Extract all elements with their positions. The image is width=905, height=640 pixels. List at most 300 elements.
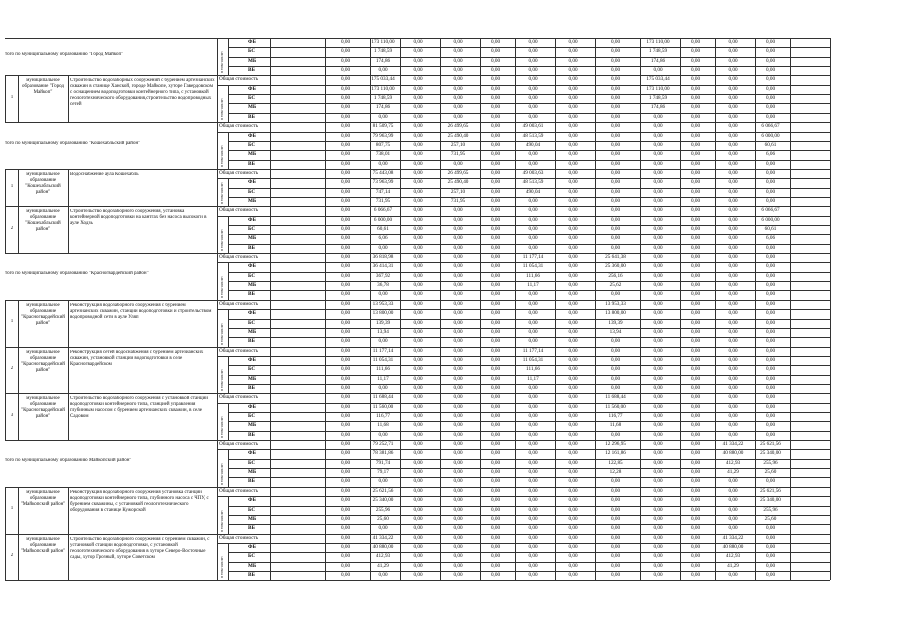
- value-cell: 0,00: [568, 85, 578, 92]
- column-divider: [68, 393, 69, 440]
- value-cell: 0,00: [340, 459, 351, 466]
- column-divider: [480, 38, 481, 75]
- value-cell: 0,00: [728, 478, 738, 485]
- total-value-cell: 0,00: [610, 207, 621, 214]
- value-cell: 0,00: [413, 282, 423, 289]
- value-cell: 731,95: [375, 197, 391, 204]
- value-cell: 0,00: [610, 356, 621, 363]
- column-divider: [440, 169, 441, 206]
- column-divider: [790, 75, 791, 122]
- value-cell: 25 360,00: [605, 263, 626, 270]
- column-divider: [830, 38, 831, 75]
- value-cell: 0,00: [610, 375, 621, 382]
- value-cell: 0,00: [413, 506, 423, 513]
- column-divider: [400, 206, 401, 253]
- value-cell: 0,00: [610, 216, 621, 223]
- value-cell: 0,00: [653, 478, 663, 485]
- value-cell: 0,00: [653, 235, 663, 242]
- value-cell: 0,00: [413, 515, 423, 522]
- column-divider: [440, 38, 441, 75]
- value-cell: 6,06: [378, 235, 388, 242]
- total-value-cell: 13 953,33: [372, 300, 394, 307]
- column-divider: [830, 253, 831, 300]
- column-divider: [440, 347, 441, 394]
- total-value-cell: 0,00: [453, 300, 463, 307]
- value-cell: 0,00: [568, 553, 578, 560]
- value-cell: 0,00: [413, 151, 423, 158]
- value-cell: 0,00: [610, 113, 621, 120]
- funding-source-code: БС: [248, 553, 256, 560]
- funding-source-code: БС: [248, 226, 256, 232]
- column-divider: [68, 487, 69, 534]
- total-value-cell: 0,00: [490, 487, 501, 494]
- value-cell: 0,00: [568, 422, 578, 429]
- value-cell: 0,00: [413, 310, 423, 317]
- column-divider: [640, 75, 641, 122]
- total-value-cell: 0,00: [453, 254, 463, 261]
- value-cell: 0,00: [340, 450, 351, 457]
- value-cell: 0,00: [728, 375, 738, 382]
- value-cell: 0,00: [528, 216, 538, 223]
- value-cell: 0,00: [413, 188, 423, 195]
- value-cell: 0,00: [568, 310, 578, 317]
- value-cell: 0,00: [568, 450, 578, 457]
- column-divider: [400, 75, 401, 122]
- value-cell: 412,93: [375, 553, 391, 560]
- value-cell: 0,00: [610, 571, 621, 578]
- column-divider: [270, 300, 271, 347]
- value-cell: 0,00: [765, 356, 776, 363]
- total-value-cell: 0,00: [765, 347, 776, 354]
- total-value-cell: 0,00: [728, 169, 738, 176]
- value-cell: 0,00: [610, 179, 621, 186]
- funding-source-code: БС: [248, 413, 256, 419]
- value-cell: 0,00: [653, 151, 663, 158]
- column-divider: [370, 440, 371, 487]
- value-cell: 0,00: [413, 356, 423, 363]
- item-number: 2: [10, 365, 14, 371]
- total-value-cell: 0,00: [490, 347, 501, 354]
- column-divider: [5, 534, 6, 581]
- value-cell: 0,00: [490, 459, 501, 466]
- value-cell: 0,00: [653, 515, 663, 522]
- value-cell: 0,00: [568, 291, 578, 298]
- value-cell: 11,68: [377, 422, 389, 429]
- value-cell: 0,00: [568, 431, 578, 438]
- value-cell: 0,00: [340, 67, 351, 74]
- value-cell: 0,00: [413, 497, 423, 504]
- value-cell: 0,00: [568, 39, 578, 45]
- value-cell: 0,00: [728, 366, 738, 373]
- column-divider: [370, 487, 371, 534]
- total-value-cell: 0,00: [653, 207, 663, 214]
- total-value-cell: 0,00: [413, 300, 423, 307]
- value-cell: 0,00: [528, 431, 538, 438]
- total-cost-label: Общая стоимость: [219, 207, 259, 214]
- column-divider: [755, 440, 756, 487]
- value-cell: 174,86: [650, 104, 666, 111]
- column-divider: [228, 178, 229, 206]
- project-description: Водоснабжение аула Кошехабль: [70, 171, 139, 177]
- column-divider: [830, 534, 831, 581]
- value-cell: 0,00: [340, 469, 351, 476]
- value-cell: 0,00: [568, 384, 578, 391]
- column-divider: [68, 347, 69, 394]
- value-cell: 0,00: [490, 310, 501, 317]
- column-divider: [640, 38, 641, 75]
- value-cell: 0,00: [653, 179, 663, 186]
- value-cell: 0,00: [690, 478, 701, 485]
- total-value-cell: 0,00: [653, 487, 663, 494]
- value-cell: 1 748,59: [373, 95, 393, 102]
- value-cell: 0,00: [453, 422, 463, 429]
- value-cell: 0,00: [728, 85, 738, 92]
- item-number: 1: [10, 183, 14, 189]
- column-divider: [325, 487, 326, 534]
- value-cell: 0,00: [340, 48, 351, 55]
- total-value-cell: 0,00: [413, 394, 423, 401]
- value-cell: 0,00: [568, 188, 578, 195]
- value-cell: 0,00: [653, 384, 663, 391]
- value-cell: 0,00: [568, 478, 578, 485]
- municipality-name: муниципальное образование "Город Майкоп": [22, 78, 64, 96]
- total-value-cell: 0,00: [340, 534, 351, 541]
- value-cell: 0,00: [653, 562, 663, 569]
- value-cell: 139,39: [608, 319, 623, 326]
- value-cell: 0,00: [610, 506, 621, 513]
- column-divider: [5, 347, 6, 394]
- value-cell: 255,96: [763, 506, 778, 513]
- column-divider: [440, 534, 441, 581]
- value-cell: 367,92: [375, 272, 391, 279]
- value-cell: 0,00: [340, 151, 351, 158]
- value-cell: 0,00: [568, 179, 578, 186]
- value-cell: 0,00: [610, 497, 621, 504]
- value-cell: 0,00: [453, 104, 463, 111]
- value-cell: 0,00: [690, 151, 701, 158]
- value-cell: 0,00: [610, 188, 621, 195]
- value-cell: 0,00: [413, 553, 423, 560]
- value-cell: 0,00: [690, 450, 701, 457]
- funding-source-code: БС: [248, 506, 256, 513]
- value-cell: 0,00: [765, 413, 776, 419]
- value-cell: 0,00: [765, 422, 776, 429]
- column-divider: [480, 75, 481, 122]
- value-cell: 0,00: [340, 291, 351, 298]
- column-divider: [325, 347, 326, 394]
- total-value-cell: 6 066,67: [761, 123, 780, 130]
- value-cell: 0,00: [453, 67, 463, 74]
- funding-source-code: ВБ: [248, 525, 255, 532]
- column-divider: [830, 487, 831, 534]
- column-divider: [595, 440, 596, 487]
- value-cell: 0,00: [653, 141, 663, 148]
- funding-source-code: ВБ: [248, 291, 255, 298]
- value-cell: 0,00: [378, 291, 388, 298]
- column-divider: [830, 440, 831, 487]
- value-cell: 0,00: [653, 310, 663, 317]
- total-value-cell: 0,00: [765, 169, 776, 176]
- value-cell: 0,00: [340, 356, 351, 363]
- value-cell: 13,94: [609, 328, 622, 335]
- value-cell: 0,00: [653, 356, 663, 363]
- column-divider: [5, 487, 6, 534]
- value-cell: 0,00: [453, 571, 463, 578]
- value-cell: 0,00: [653, 188, 663, 195]
- total-value-cell: 0,00: [453, 534, 463, 541]
- total-value-cell: 12 296,95: [605, 441, 626, 448]
- value-cell: 0,00: [340, 226, 351, 232]
- funding-source-code: МБ: [248, 282, 257, 289]
- funding-source-code: ВБ: [248, 160, 255, 167]
- value-cell: 0,00: [765, 179, 776, 186]
- value-cell: 0,00: [568, 469, 578, 476]
- value-cell: 0,00: [490, 291, 501, 298]
- value-cell: 0,00: [653, 571, 663, 578]
- value-cell: 0,00: [453, 506, 463, 513]
- total-value-cell: 0,00: [453, 207, 463, 214]
- column-divider: [640, 300, 641, 347]
- value-cell: 0,00: [765, 366, 776, 373]
- total-value-cell: 0,00: [453, 487, 463, 494]
- column-divider: [400, 122, 401, 169]
- value-cell: 0,00: [453, 319, 463, 326]
- value-cell: 0,00: [728, 571, 738, 578]
- value-cell: 6 000,00: [373, 216, 393, 223]
- value-cell: 11 054,31: [522, 263, 544, 270]
- column-divider: [640, 487, 641, 534]
- total-value-cell: 0,00: [413, 487, 423, 494]
- funding-source-code: БС: [248, 319, 256, 326]
- value-cell: 0,00: [690, 160, 701, 167]
- total-cost-label: Общая стоимость: [219, 123, 259, 130]
- value-cell: 12 161,86: [605, 450, 626, 457]
- column-divider: [555, 440, 556, 487]
- column-divider: [790, 253, 791, 300]
- total-value-cell: 36 818,98: [372, 254, 394, 261]
- value-cell: 0,00: [378, 244, 388, 251]
- value-cell: 0,00: [340, 384, 351, 391]
- funding-source-code: МБ: [248, 57, 257, 64]
- funding-source-code: МБ: [248, 562, 257, 569]
- column-divider: [440, 122, 441, 169]
- column-divider: [680, 347, 681, 394]
- value-cell: 0,00: [568, 244, 578, 251]
- value-cell: 116,77: [608, 413, 623, 419]
- total-value-cell: 25 641,38: [605, 254, 626, 261]
- value-cell: 0,00: [568, 216, 578, 223]
- total-value-cell: 175 033,44: [646, 76, 670, 83]
- funding-source-code: МБ: [248, 151, 257, 158]
- column-divider: [755, 253, 756, 300]
- value-cell: 0,00: [340, 413, 351, 419]
- value-cell: 0,00: [568, 571, 578, 578]
- total-value-cell: 0,00: [568, 487, 578, 494]
- value-cell: 0,00: [490, 571, 501, 578]
- column-divider: [217, 75, 218, 122]
- total-value-cell: 0,00: [490, 76, 501, 83]
- column-divider: [515, 487, 516, 534]
- value-cell: 0,00: [568, 57, 578, 64]
- value-cell: 0,00: [528, 459, 538, 466]
- value-cell: 0,00: [765, 48, 776, 55]
- value-cell: 0,00: [340, 197, 351, 204]
- column-divider: [480, 347, 481, 394]
- total-value-cell: 0,00: [653, 254, 663, 261]
- value-cell: 173 110,00: [646, 85, 670, 92]
- value-cell: 0,00: [413, 469, 423, 476]
- column-divider: [370, 534, 371, 581]
- total-value-cell: 0,00: [728, 394, 738, 401]
- total-value-cell: 6 066,67: [761, 207, 780, 214]
- value-cell: 0,00: [340, 141, 351, 148]
- total-value-cell: 0,00: [528, 76, 538, 83]
- item-number: 2: [10, 225, 14, 231]
- in-that-number-label: в том числе:: [219, 509, 224, 532]
- column-divider: [640, 440, 641, 487]
- value-cell: 0,00: [728, 216, 738, 223]
- value-cell: 0,00: [528, 235, 538, 242]
- value-cell: 0,00: [490, 263, 501, 270]
- column-divider: [555, 206, 556, 253]
- column-divider: [515, 393, 516, 440]
- value-cell: 0,00: [610, 244, 621, 251]
- project-description: Реконструкция водозаборного сооружения с бурением артезианских скважин, станции водоподготовки и строительством водопроводной сети в ауле Уляп: [70, 302, 212, 320]
- value-cell: 0,00: [490, 197, 501, 204]
- column-divider: [270, 169, 271, 206]
- value-cell: 0,00: [610, 478, 621, 485]
- column-divider: [480, 169, 481, 206]
- in-that-number-label: в том числе:: [219, 145, 224, 167]
- column-divider: [480, 206, 481, 253]
- total-value-cell: 0,00: [490, 123, 501, 130]
- value-cell: 0,00: [568, 160, 578, 167]
- value-cell: 0,00: [453, 291, 463, 298]
- value-cell: 0,00: [413, 272, 423, 279]
- total-value-cell: 26 499,65: [447, 169, 469, 176]
- value-cell: 0,00: [690, 506, 701, 513]
- column-divider: [680, 253, 681, 300]
- column-divider: [715, 122, 716, 169]
- value-cell: 0,00: [690, 235, 701, 242]
- value-cell: 0,00: [490, 57, 501, 64]
- value-cell: 0,00: [765, 543, 776, 550]
- value-cell: 0,00: [490, 48, 501, 55]
- value-cell: 0,00: [610, 431, 621, 438]
- value-cell: 0,00: [453, 48, 463, 55]
- value-cell: 0,00: [413, 525, 423, 532]
- column-divider: [480, 534, 481, 581]
- column-divider: [555, 347, 556, 394]
- total-cost-label: Общая стоимость: [219, 300, 259, 307]
- value-cell: 0,00: [690, 562, 701, 569]
- column-divider: [790, 347, 791, 394]
- value-cell: 0,00: [413, 48, 423, 55]
- column-divider: [790, 300, 791, 347]
- value-cell: 0,00: [490, 413, 501, 419]
- value-cell: 0,00: [765, 310, 776, 317]
- value-cell: 0,00: [490, 226, 501, 232]
- column-divider: [325, 206, 326, 253]
- in-that-number-label: в том числе:: [219, 98, 224, 121]
- column-divider: [400, 300, 401, 347]
- column-divider: [217, 487, 218, 534]
- column-divider: [325, 169, 326, 206]
- column-divider: [370, 347, 371, 394]
- column-divider: [555, 38, 556, 75]
- value-cell: 0,00: [690, 571, 701, 578]
- funding-source-code: ФБ: [248, 39, 256, 45]
- value-cell: 0,00: [568, 48, 578, 55]
- value-cell: 0,00: [528, 151, 538, 158]
- value-cell: 0,00: [653, 403, 663, 410]
- value-cell: 0,00: [690, 310, 701, 317]
- column-divider: [515, 347, 516, 394]
- value-cell: 0,00: [340, 338, 351, 345]
- total-value-cell: 0,00: [568, 394, 578, 401]
- total-value-cell: 0,00: [340, 394, 351, 401]
- value-cell: 0,00: [413, 366, 423, 373]
- value-cell: 0,00: [568, 375, 578, 382]
- value-cell: 173 110,00: [371, 39, 395, 45]
- column-divider: [790, 206, 791, 253]
- value-cell: 0,00: [728, 67, 738, 74]
- total-value-cell: 0,00: [453, 347, 463, 354]
- total-cost-label: Общая стоимость: [219, 534, 259, 541]
- value-cell: 0,00: [378, 113, 388, 120]
- funding-source-code: ВБ: [248, 478, 255, 485]
- value-cell: 490,04: [525, 141, 541, 148]
- value-cell: 0,00: [453, 375, 463, 382]
- value-cell: 0,00: [610, 543, 621, 550]
- value-cell: 0,00: [340, 39, 351, 45]
- funding-source-code: ВБ: [248, 431, 255, 438]
- column-divider: [515, 300, 516, 347]
- value-cell: 1 748,59: [648, 95, 668, 102]
- column-divider: [680, 440, 681, 487]
- total-value-cell: 0,00: [653, 534, 663, 541]
- value-cell: 0,00: [653, 67, 663, 74]
- value-cell: 0,00: [610, 235, 621, 242]
- value-cell: 0,00: [568, 413, 578, 419]
- total-value-cell: 81 509,75: [372, 123, 394, 130]
- column-divider: [555, 253, 556, 300]
- column-divider: [440, 393, 441, 440]
- value-cell: 0,00: [413, 328, 423, 335]
- total-cost-label: Общая стоимость: [219, 394, 259, 401]
- value-cell: 0,00: [568, 95, 578, 102]
- value-cell: 0,00: [490, 244, 501, 251]
- value-cell: 0,00: [490, 366, 501, 373]
- value-cell: 0,00: [728, 244, 738, 251]
- total-value-cell: 0,00: [690, 534, 701, 541]
- value-cell: 0,00: [340, 179, 351, 186]
- total-value-cell: 0,00: [765, 254, 776, 261]
- value-cell: 0,00: [765, 113, 776, 120]
- value-cell: 0,00: [568, 459, 578, 466]
- value-cell: 0,00: [690, 95, 701, 102]
- section-total-title: того по муниципальному образованию "Красногвардейский район": [5, 271, 149, 277]
- column-divider: [715, 75, 716, 122]
- section-total-title: того по муниципальному образованию "Кошехабльский район": [5, 140, 141, 146]
- value-cell: 0,00: [690, 515, 701, 522]
- value-cell: 0,00: [453, 216, 463, 223]
- column-divider: [480, 393, 481, 440]
- column-divider: [755, 393, 756, 440]
- value-cell: 0,00: [568, 562, 578, 569]
- column-divider: [217, 169, 218, 206]
- total-value-cell: 0,00: [413, 169, 423, 176]
